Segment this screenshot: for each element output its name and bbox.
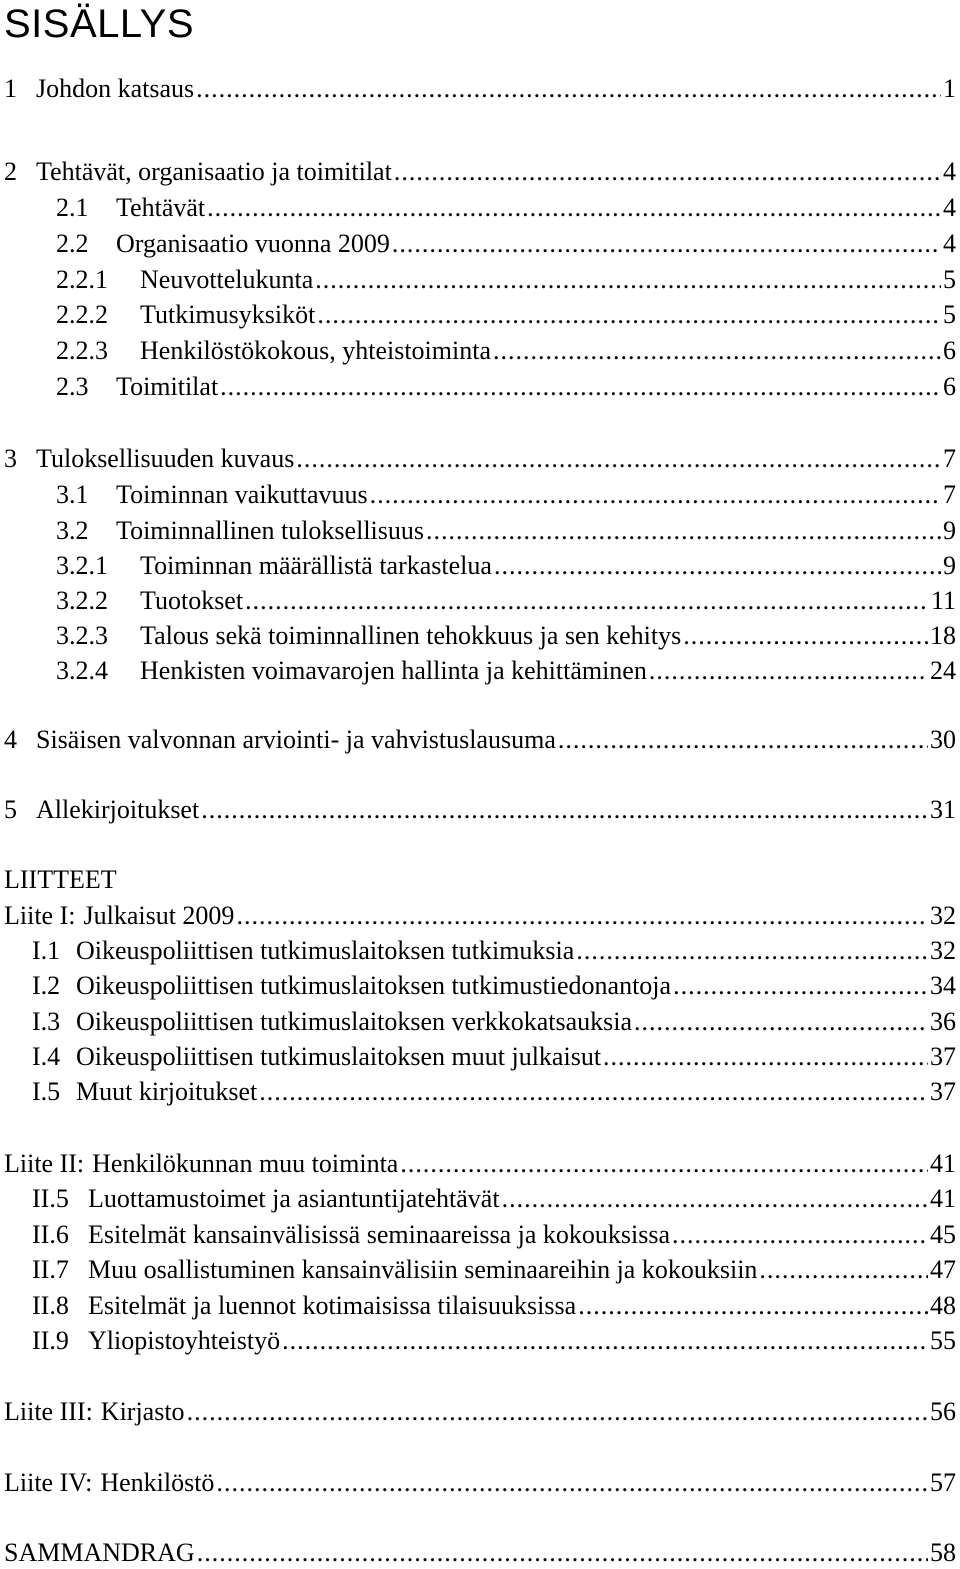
toc-entry[interactable] (56, 264, 956, 296)
toc-entry-page: 6 (943, 372, 956, 401)
toc-entry[interactable] (4, 156, 956, 188)
toc-dot-leader (576, 935, 928, 967)
toc-entry-number: 2.3 (56, 372, 89, 401)
toc-entry[interactable] (32, 1006, 956, 1038)
toc-entry[interactable] (32, 1219, 956, 1251)
toc-dot-leader (392, 228, 941, 260)
toc-entry-page: 30 (930, 725, 956, 754)
toc-entry-page: 5 (943, 300, 956, 329)
toc-entry-title: Toimitilat (116, 372, 219, 401)
toc-entry[interactable] (56, 479, 956, 511)
toc-entry[interactable] (32, 1290, 956, 1322)
toc-entry-number: 1 (4, 74, 17, 103)
toc-entry[interactable] (4, 443, 956, 475)
toc-entry[interactable] (56, 515, 956, 547)
toc-entry[interactable] (32, 970, 956, 1002)
toc-entry[interactable] (56, 371, 956, 403)
toc-entry-page: 45 (930, 1220, 956, 1249)
toc-entry-page: 9 (943, 551, 956, 580)
toc-entry-title: Henkilöstökokous, yhteistoiminta (140, 336, 491, 365)
toc-entry-number: 4 (4, 725, 17, 754)
toc-entry-page: 31 (930, 795, 956, 824)
toc-dot-leader (578, 1290, 928, 1322)
toc-entry-title: Muut kirjoitukset (76, 1077, 258, 1106)
toc-entry-title: Talous sekä toiminnallinen tehokkuus ja sen kehitys (140, 621, 682, 650)
toc-entry-title: Tuloksellisuuden kuvaus (36, 444, 295, 473)
toc-entry-page: 56 (930, 1397, 956, 1426)
toc-dot-leader (196, 73, 941, 105)
toc-dot-leader (315, 264, 941, 296)
toc-dot-leader (494, 550, 941, 582)
toc-entry-number: 2 (4, 157, 17, 186)
toc-entry-number: 2.2.2 (56, 300, 108, 329)
toc-entry-page: 41 (930, 1184, 956, 1213)
toc-dot-leader (296, 443, 941, 475)
toc-entry-number: Liite I: (4, 901, 76, 930)
toc-entry-page: 57 (930, 1468, 956, 1497)
toc-entry[interactable] (4, 73, 956, 105)
toc-entry-title: Luottamustoimet ja asiantuntijatehtävät (88, 1184, 500, 1213)
toc-entry-title: Yliopistoyhteistyö (88, 1326, 281, 1355)
toc-entry[interactable] (32, 935, 956, 967)
toc-entry-title: Henkilökunnan muu toiminta (92, 1149, 399, 1178)
toc-dot-leader (282, 1325, 928, 1357)
toc-dot-leader (649, 655, 928, 687)
toc-entry-title: Oikeuspoliittisen tutkimuslaitoksen tutkimustiedonantoja (76, 971, 672, 1000)
toc-dot-leader (400, 1148, 928, 1180)
toc-entry-number: II.9 (32, 1326, 69, 1355)
toc-entry-title: Tehtävät (116, 193, 206, 222)
toc-entry-title: Allekirjoitukset (36, 795, 200, 824)
toc-entry-title: Esitelmät kansainvälisissä seminaareissa ja kokouksissa (88, 1220, 670, 1249)
toc-entry-page: 4 (943, 157, 956, 186)
toc-entry-page: 11 (930, 586, 956, 615)
toc-entry[interactable] (56, 299, 956, 331)
toc-dot-leader (259, 1076, 928, 1108)
toc-entry-number: 3.2.1 (56, 551, 108, 580)
toc-entry-title: Henkilöstö (100, 1468, 215, 1497)
toc-dot-leader (558, 724, 928, 756)
toc-entry-title: Organisaatio vuonna 2009 (116, 229, 390, 258)
toc-dot-leader (236, 900, 928, 932)
toc-entry-page: 41 (930, 1149, 956, 1178)
toc-entry-title: Tuotokset (140, 586, 244, 615)
page-title: SISÄLLYS (4, 2, 195, 46)
toc-dot-leader (370, 479, 941, 511)
liitteet-heading: LIITTEET (4, 865, 117, 894)
toc-dot-leader (216, 1467, 928, 1499)
toc-entry-page: 4 (943, 193, 956, 222)
toc-entry-page: 7 (943, 480, 956, 509)
toc-entry[interactable] (32, 1183, 956, 1215)
toc-entry-number: I.4 (32, 1042, 61, 1071)
toc-entry-page: 32 (930, 936, 956, 965)
toc-dot-leader (683, 620, 928, 652)
toc-entry-title: Toiminnan määrällistä tarkastelua (140, 551, 492, 580)
toc-entry-title: Muu osallistuminen kansainvälisiin seminaareihin ja kokouksiin (88, 1255, 758, 1284)
toc-entry[interactable] (32, 1325, 956, 1357)
toc-entry-title: Toiminnan vaikuttavuus (116, 480, 368, 509)
toc-entry-title: SAMMANDRAG (4, 1538, 195, 1567)
toc-entry-title: Toiminnallinen tuloksellisuus (116, 516, 425, 545)
toc-entry-page: 47 (930, 1255, 956, 1284)
toc-entry[interactable] (4, 794, 956, 826)
toc-entry-number: II.8 (32, 1291, 69, 1320)
toc-entry-page: 18 (930, 621, 956, 650)
toc-entry-title: Oikeuspoliittisen tutkimuslaitoksen muut julkaisut (76, 1042, 602, 1071)
toc-entry[interactable] (4, 1148, 956, 1180)
toc-entry-title: Sisäisen valvonnan arviointi- ja vahvistuslausuma (36, 725, 556, 754)
toc-entry-number: 3 (4, 444, 17, 473)
toc-entry-title: Oikeuspoliittisen tutkimuslaitoksen tutkimuksia (76, 936, 575, 965)
toc-entry-page: 48 (930, 1291, 956, 1320)
toc-dot-leader (493, 335, 941, 367)
toc-dot-leader (317, 299, 941, 331)
toc-dot-leader (201, 794, 928, 826)
toc-dot-leader (672, 1219, 928, 1251)
toc-entry-number: 2.1 (56, 193, 89, 222)
toc-dot-leader (207, 192, 941, 224)
toc-entry-title: Kirjasto (100, 1397, 185, 1426)
toc-entry-title: Tutkimusyksiköt (140, 300, 316, 329)
toc-entry[interactable] (56, 228, 956, 260)
toc-dot-leader (502, 1183, 928, 1215)
toc-entry-number: Liite II: (4, 1149, 85, 1178)
toc-entry[interactable] (4, 1396, 956, 1428)
toc-entry[interactable] (56, 192, 956, 224)
toc-entry[interactable] (56, 620, 956, 652)
toc-dot-leader (220, 371, 941, 403)
toc-entry-page: 5 (943, 265, 956, 294)
toc-entry-page: 9 (943, 516, 956, 545)
toc-entry-page: 37 (930, 1077, 956, 1106)
toc-entry-number: Liite IV: (4, 1468, 93, 1497)
toc-entry[interactable] (56, 585, 956, 617)
toc-dot-leader (394, 156, 941, 188)
toc-dot-leader (759, 1254, 928, 1286)
toc-entry-number: 3.2.3 (56, 621, 108, 650)
toc-entry-number: I.2 (32, 971, 61, 1000)
toc-entry-title: Julkaisut 2009 (83, 901, 235, 930)
toc-entry-page: 7 (943, 444, 956, 473)
toc-entry[interactable] (32, 1254, 956, 1286)
toc-entry[interactable] (32, 1041, 956, 1073)
toc-entry[interactable] (56, 550, 956, 582)
toc-entry-number: I.3 (32, 1007, 61, 1036)
toc-dot-leader (187, 1396, 928, 1428)
toc-entry-page: 24 (930, 656, 956, 685)
toc-entry-title: Johdon katsaus (36, 74, 195, 103)
toc-entry[interactable] (4, 724, 956, 756)
toc-entry[interactable] (4, 1537, 956, 1569)
toc-dot-leader (197, 1537, 928, 1569)
toc-entry-page: 58 (930, 1538, 956, 1567)
toc-entry-number: II.6 (32, 1220, 69, 1249)
toc-entry-title: Neuvottelukunta (140, 265, 314, 294)
toc-entry-page: 55 (930, 1326, 956, 1355)
toc-entry-page: 1 (943, 74, 956, 103)
toc-entry-number: 2.2 (56, 229, 89, 258)
toc-entry-title: Henkisten voimavarojen hallinta ja kehittäminen (140, 656, 647, 685)
toc-entry-page: 34 (930, 971, 956, 1000)
toc-entry-title: Esitelmät ja luennot kotimaisissa tilaisuuksissa (88, 1291, 577, 1320)
toc-entry-title: Tehtävät, organisaatio ja toimitilat (36, 157, 392, 186)
toc-entry[interactable] (56, 335, 956, 367)
toc-entry[interactable] (4, 900, 956, 932)
toc-entry-number: I.1 (32, 936, 61, 965)
toc-entry-number: 3.2 (56, 516, 89, 545)
toc-entry-number: II.7 (32, 1255, 69, 1284)
toc-entry-number: 3.2.4 (56, 656, 108, 685)
toc-entry-page: 6 (943, 336, 956, 365)
toc-entry-number: 2.2.3 (56, 336, 108, 365)
toc-entry-page: 37 (930, 1042, 956, 1071)
toc-entry-number: 5 (4, 795, 17, 824)
toc-entry-title: Oikeuspoliittisen tutkimuslaitoksen verkkokatsauksia (76, 1007, 633, 1036)
toc-entry[interactable] (56, 655, 956, 687)
toc-entry-page: 4 (943, 229, 956, 258)
toc-dot-leader (673, 970, 928, 1002)
toc-dot-leader (426, 515, 941, 547)
toc-entry-number: 3.2.2 (56, 586, 108, 615)
toc-entry-number: II.5 (32, 1184, 69, 1213)
toc-entry-page: 32 (930, 901, 956, 930)
toc-entry[interactable] (4, 1467, 956, 1499)
toc-dot-leader (603, 1041, 928, 1073)
toc-entry-number: 3.1 (56, 480, 89, 509)
toc-entry-number: I.5 (32, 1077, 61, 1106)
toc-entry-page: 36 (930, 1007, 956, 1036)
toc-entry[interactable] (32, 1076, 956, 1108)
toc-entry-number: Liite III: (4, 1397, 93, 1426)
toc-entry-number: 2.2.1 (56, 265, 108, 294)
toc-dot-leader (245, 585, 929, 617)
toc-dot-leader (634, 1006, 928, 1038)
